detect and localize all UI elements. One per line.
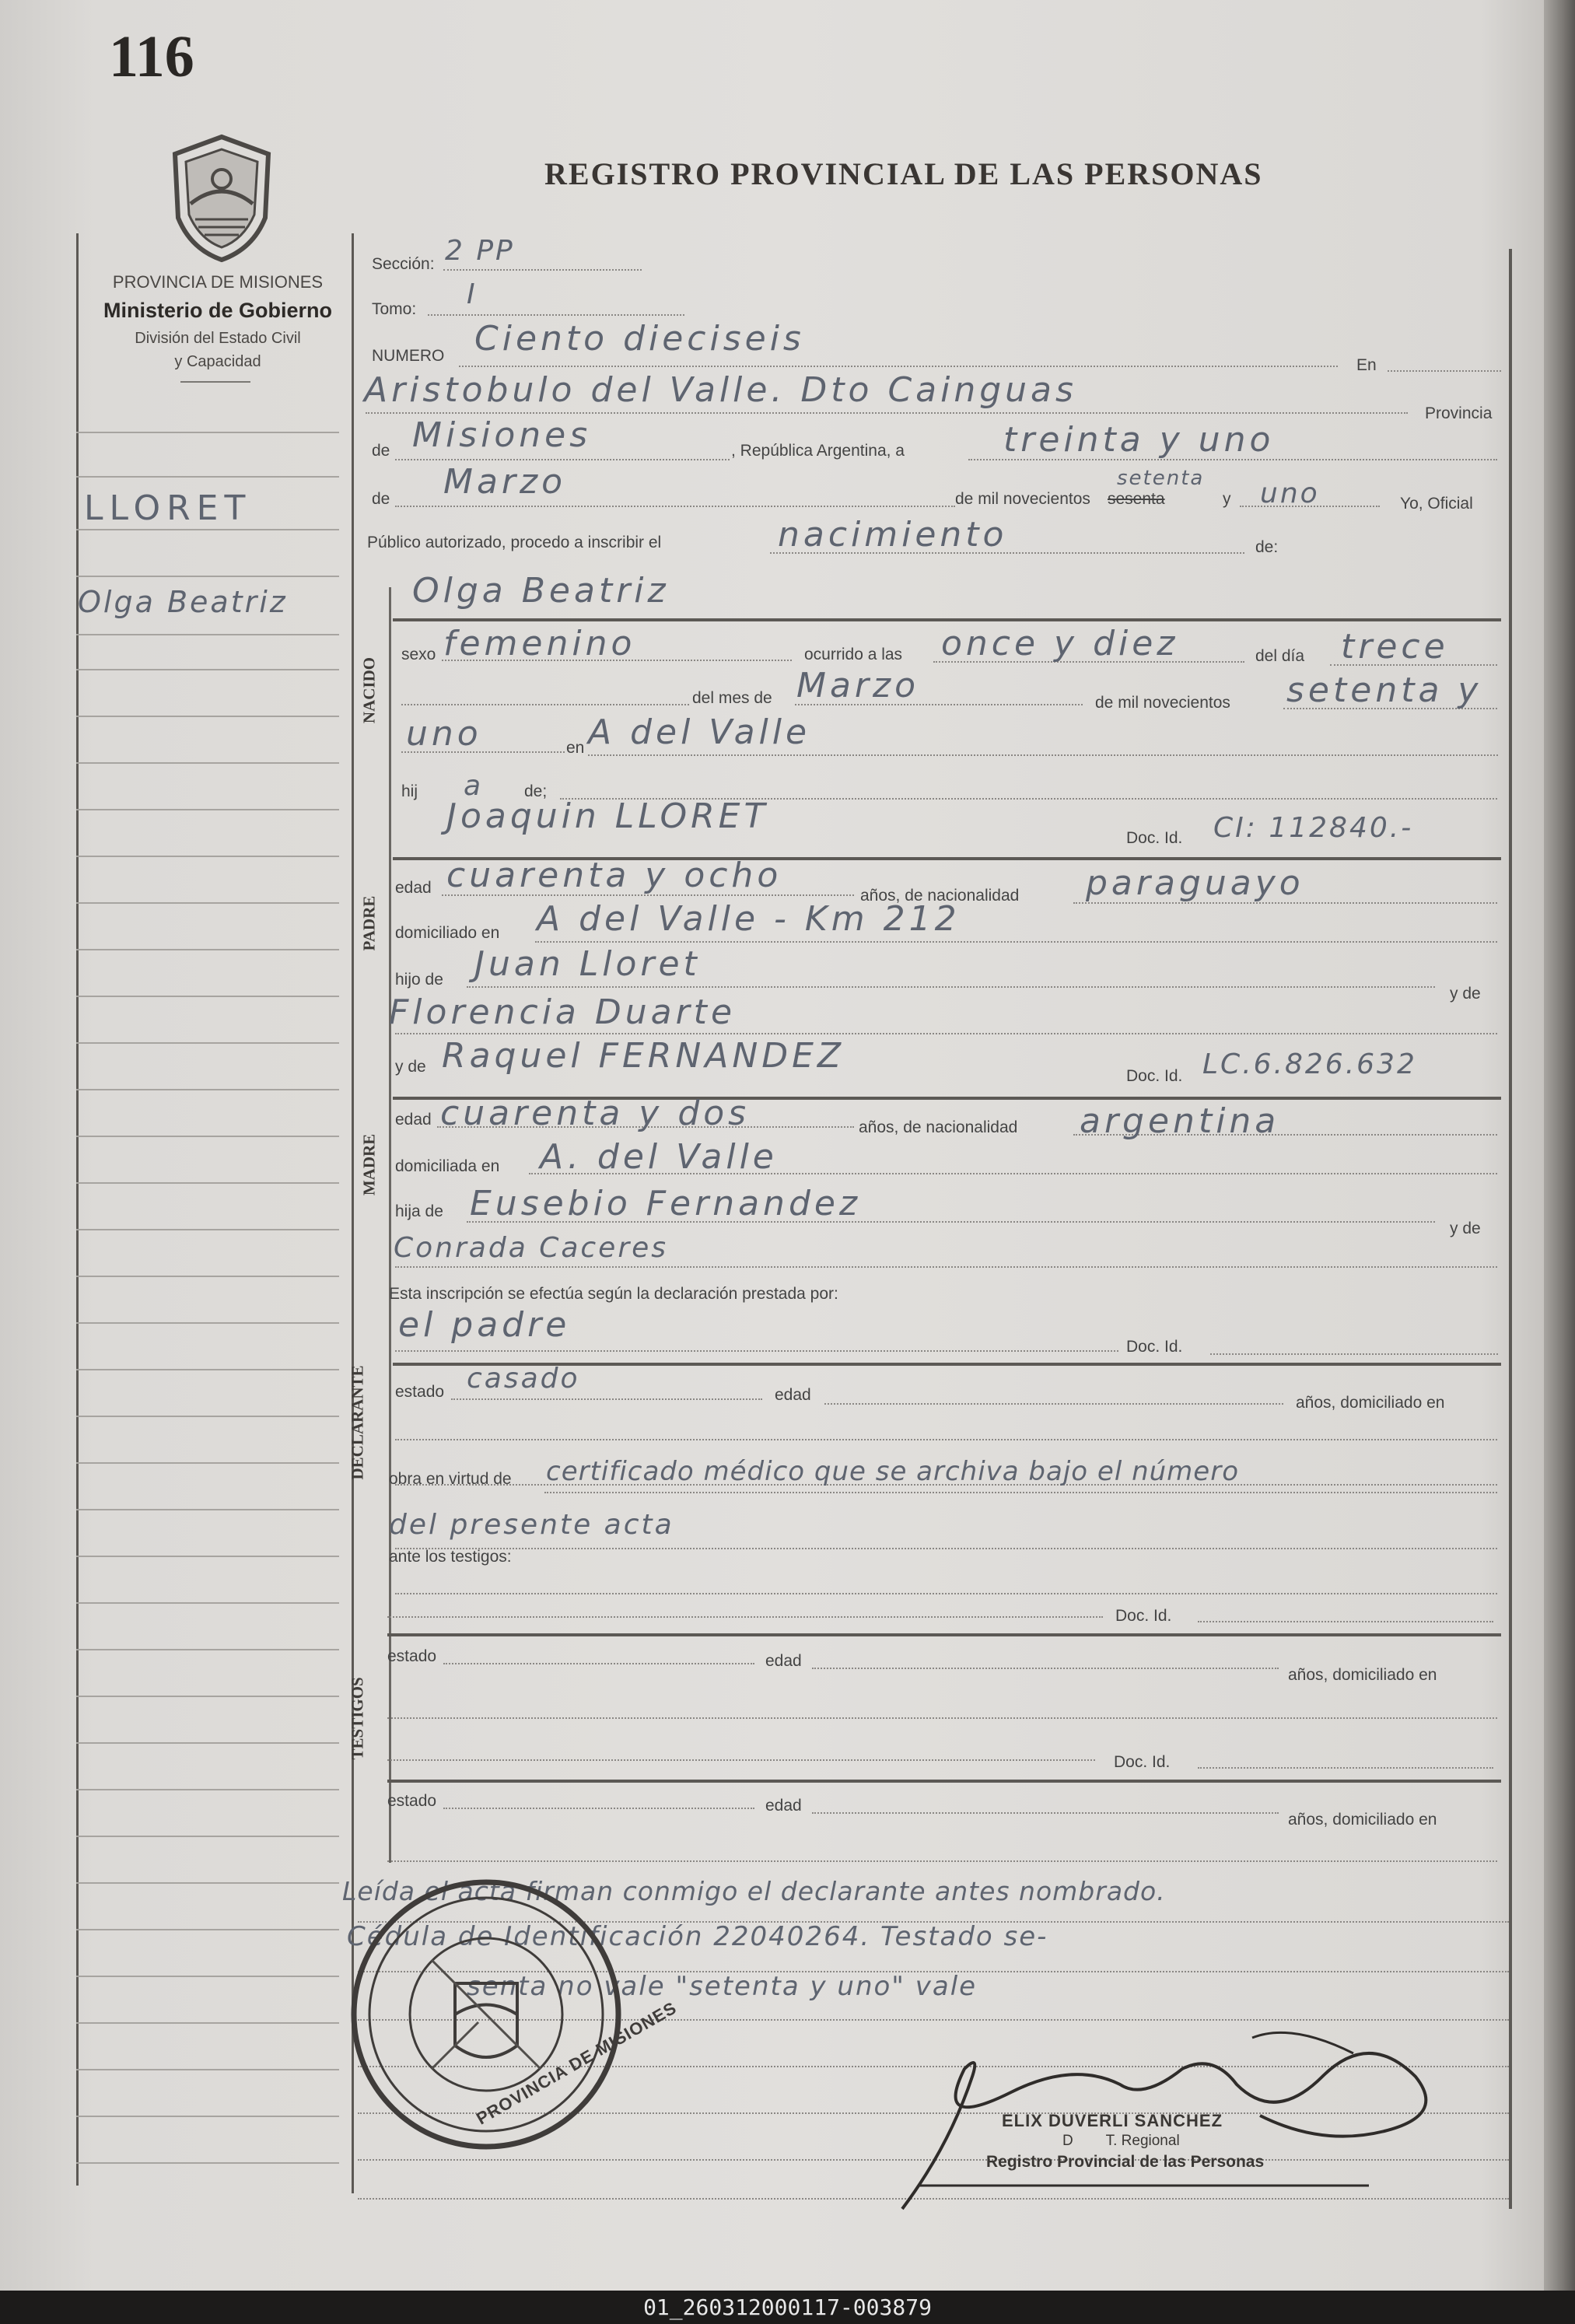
entry-seccion: 2 PP [445,235,515,267]
label-republica: , República Argentina, a [731,442,905,460]
label-sesenta: sesenta [1108,490,1165,508]
label-yo-oficial: Yo, Oficial [1400,495,1473,513]
label-mil-novecientos: de mil novecientos [955,490,1090,508]
entry-declarante-estado: casado [467,1363,580,1395]
label-doc-id-madre: Doc. Id. [1126,1067,1183,1085]
label-de-semicolon: de; [524,782,548,800]
label-del-mes: del mes de [692,689,772,707]
label-hij: hij [401,782,418,800]
entry-padre-nombre: Joaquin LLORET [446,796,769,836]
label-doc-id-testigo-2: Doc. Id. [1114,1753,1171,1771]
label-obra: obra en virtud de [389,1470,512,1488]
label-ocurrido: ocurrido a las [804,646,903,663]
section-label-nacido: NACIDO [359,656,379,724]
entry-sexo: femenino [443,624,636,663]
entry-madre-edad: cuarenta y dos [440,1094,751,1133]
label-edad-madre: edad [395,1111,432,1129]
label-y: y [1223,490,1231,508]
label-edad-declarante: edad [775,1386,811,1404]
rule-nacido [393,618,1501,621]
label-edad-testigo-2: edad [765,1797,802,1815]
signature-registry: Registro Provincial de las Personas [986,2153,1265,2171]
entry-nota-2: Cédula de Identificación 22040264. Testado se- [347,1921,1048,1952]
entry-declarante: el padre [398,1305,571,1345]
entry-provincia: Misiones [412,415,592,455]
label-testigos: ante los testigos: [389,1548,512,1566]
label-provincia: Provincia [1425,404,1493,422]
ministry-divider [180,381,250,383]
label-anos-nac-madre: años, de nacionalidad [859,1118,1018,1136]
label-anos-dom-testigo-1: años, domiciliado en [1288,1666,1437,1684]
label-y-de-padre: y de [1450,985,1481,1003]
left-border [76,233,79,2186]
entry-tomo: I [467,278,478,310]
entry-madre-domicilio: A. del Valle [540,1137,778,1177]
entry-mes-registro: Marzo [443,462,567,502]
rule-testigo-2 [387,1780,1501,1783]
label-de-mil-nov: de mil novecientos [1095,694,1230,712]
entry-hij-suffix: a [464,770,484,802]
label-de-2: de [372,490,390,508]
label-de-colon: de: [1255,538,1279,556]
label-de-1: de [372,442,390,460]
signature-title: D T. Regional [1062,2133,1180,2149]
entry-dia-registro: treinta y uno [1003,420,1275,460]
entry-anio-correccion: setenta [1117,467,1205,490]
stamp-text: PROVINCIA DE MISIONES [473,1997,681,2129]
label-anos-dom-declarante: años, domiciliado en [1296,1394,1445,1412]
sidebar-divider [389,587,391,1863]
margin-surname: LLORET [84,488,252,528]
right-border [1509,249,1512,2209]
entry-mes-nac: Marzo [796,666,920,705]
entry-padre-edad: cuarenta y ocho [446,856,782,895]
entry-lugar: Aristobulo del Valle. Dto Cainguas [364,370,1077,410]
entry-madre-nombre: Raquel FERNANDEZ [442,1036,845,1076]
label-y-de-madre: y de [395,1058,426,1076]
entry-nota-3: senta no vale "setenta y uno" vale [467,1971,978,2002]
entry-obra-2: del presente acta [389,1509,674,1541]
label-en-nac: en [566,739,585,757]
ministry-name: Ministerio de Gobierno [103,299,333,322]
label-hijo-de: hijo de [395,971,443,989]
label-estado-testigo-2: estado [387,1792,437,1810]
entry-lugar-nac: A del Valle [588,712,811,752]
entry-anio-registro: uno [1260,478,1320,509]
margin-given-names: Olga Beatriz [78,585,288,619]
entry-anio-nac-1: setenta y [1286,670,1482,710]
entry-numero: Ciento dieciseis [474,319,805,359]
label-anos-nac-padre: años, de nacionalidad [860,887,1020,905]
label-y-de-madre-2: y de [1450,1220,1481,1237]
label-domiciliada-madre: domiciliada en [395,1157,500,1175]
label-doc-id-declarante: Doc. Id. [1126,1338,1183,1356]
label-doc-id-testigo-1: Doc. Id. [1115,1607,1172,1625]
entry-padre-nac: paraguayo [1086,863,1304,903]
rule-testigos [387,1633,1501,1636]
section-label-testigos: TESTIGOS [348,1677,367,1760]
entry-padre-madre: Florencia Duarte [389,992,737,1032]
label-edad-testigo-1: edad [765,1652,802,1670]
label-inscripcion: Esta inscripción se efectúa según la declaración prestada por: [389,1285,838,1303]
entry-anio-nac-2: uno [406,714,482,754]
section-label-declarante: DECLARANTE [348,1365,367,1480]
label-tomo: Tomo: [372,300,417,318]
entry-nombre: Olga Beatriz [412,571,670,611]
label-edad-padre: edad [395,879,432,897]
coat-of-arms-emblem [159,132,284,264]
entry-madre-nac: argentina [1080,1101,1280,1141]
ministry-province: PROVINCIA DE MISIONES [112,272,324,292]
entry-acto: nacimiento [778,515,1008,555]
entry-nota-1: Leída el acta firman conmigo el declarante antes nombrado. [342,1876,1166,1906]
label-en: En [1356,356,1377,374]
label-sexo: sexo [401,646,436,663]
section-label-padre: PADRE [359,895,379,951]
signature-name: ELIX DUVERLI SANCHEZ [1002,2111,1223,2130]
entry-madre-doc: LC.6.826.632 [1202,1048,1417,1080]
section-label-madre: MADRE [359,1133,379,1196]
entry-padre-domicilio: A del Valle - Km 212 [537,899,961,939]
label-domiciliado-padre: domiciliado en [395,924,500,942]
entry-obra-1: certificado médico que se archiva bajo el número [546,1456,1239,1487]
entry-dia-nac: trece [1341,627,1449,667]
entry-hora: once y diez [941,624,1179,663]
ministry-division-2: y Capacidad [174,353,261,370]
book-edge [1544,0,1575,2291]
label-estado-declarante: estado [395,1383,445,1401]
entry-padre-padre: Juan Lloret [474,944,701,984]
label-del-dia: del día [1255,647,1305,665]
ministry-division-1: División del Estado Civil [135,330,301,347]
page-number: 116 [109,24,194,89]
label-doc-id-padre: Doc. Id. [1126,829,1183,847]
entry-madre-madre: Conrada Caceres [394,1232,669,1264]
registry-title: REGISTRO PROVINCIAL DE LAS PERSONAS [544,156,1263,191]
entry-padre-doc: CI: 112840.- [1213,812,1414,844]
label-seccion: Sección: [372,255,435,273]
label-numero: NUMERO [372,347,445,365]
label-anos-dom-testigo-2: años, domiciliado en [1288,1811,1437,1829]
label-hija-de: hija de [395,1202,443,1220]
label-publico: Público autorizado, procedo a inscribir el [367,534,662,551]
image-id-footer: 01_260312000117-003879 [0,2291,1575,2324]
label-estado-testigo-1: estado [387,1647,437,1665]
entry-madre-padre: Eusebio Fernandez [470,1184,862,1223]
